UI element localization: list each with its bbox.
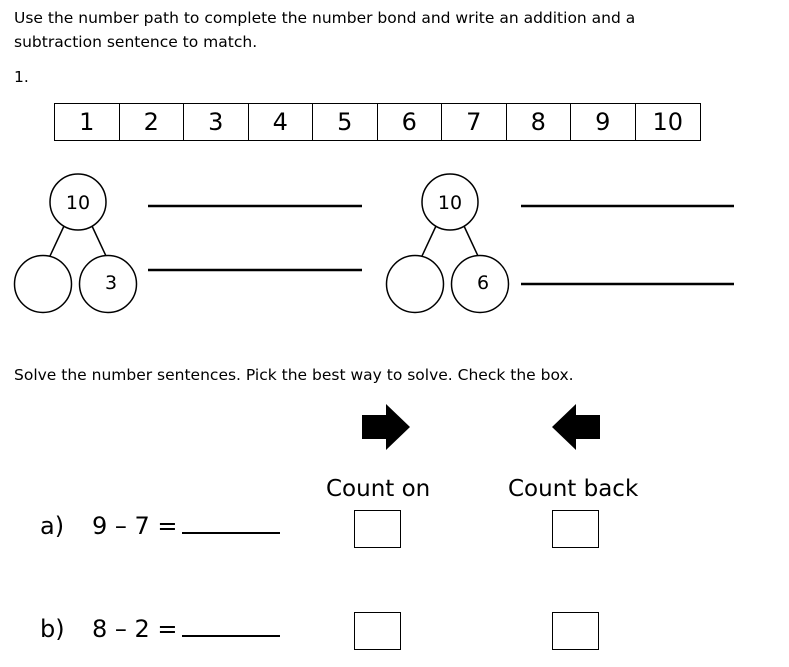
answer-blank[interactable] [182,516,280,534]
number-path-cell: 8 [507,104,572,140]
count-back-label: Count back [508,476,639,502]
arrow-left-icon [550,402,602,452]
number-path-cell: 1 [55,104,120,140]
number-bond-1 [15,174,363,313]
bond2-whole: 10 [437,192,463,214]
arrow-right-icon [360,402,412,452]
bond1-part-right: 3 [104,272,118,294]
question-number: 1. [14,68,29,86]
bond2-part-right: 6 [476,272,490,294]
problem-b [40,615,280,643]
number-path-cell: 10 [652,108,684,136]
problem-expression: 9 – 7 = [92,512,178,540]
problem-expression: 8 – 2 = [92,615,178,643]
number-path-cell: 5 [313,104,378,140]
count-back-checkbox-b[interactable] [552,612,599,650]
number-path-cell: 9 [571,104,636,140]
number-bonds [0,160,789,330]
problem-a [40,512,280,540]
bond1-whole: 10 [65,192,91,214]
bond2-part-left-circle[interactable] [387,256,444,313]
number-bond-2 [387,174,735,313]
count-on-checkbox-a[interactable] [354,510,401,548]
number-path-cell: 6 [378,104,443,140]
number-path [54,103,701,141]
problem-label: a) [40,512,65,540]
number-path-cell: 3 [184,104,249,140]
count-back-checkbox-a[interactable] [552,510,599,548]
instructions: Use the number path to complete the number bond and write an addition and a subtraction sentence to match. [14,9,636,51]
count-on-checkbox-b[interactable] [354,612,401,650]
number-path-cell: 4 [249,104,314,140]
count-on-label: Count on [326,476,431,502]
answer-blank[interactable] [182,619,280,637]
instructions-2: Solve the number sentences. Pick the best way to solve. Check the box. [14,366,574,384]
bond1-part-left-circle[interactable] [15,256,72,313]
problem-label: b) [40,615,65,643]
number-path-cell: 7 [442,104,507,140]
number-path-cell: 2 [120,104,185,140]
